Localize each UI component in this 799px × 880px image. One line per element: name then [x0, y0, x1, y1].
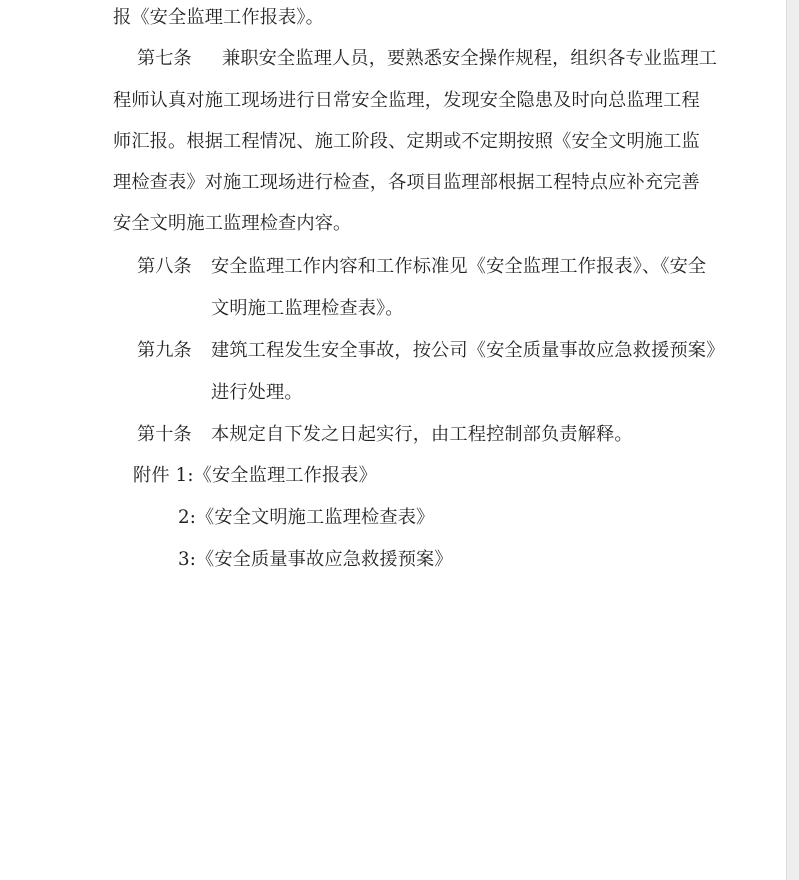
- article-9-line-1: 建筑工程发生安全事故，按公司《安全质量事故应急救援预案》: [211, 340, 725, 361]
- article-8-line-1: 安全监理工作内容和工作标准见《安全监理工作报表》、《安全: [211, 256, 707, 277]
- article-7-line-3: 师汇报。根据工程情况、施工阶段、定期或不定期按照《安全文明施工监: [113, 131, 700, 152]
- article-7-line-5: 安全文明施工监理检查内容。: [113, 213, 352, 234]
- article-number-8: 第八条: [137, 256, 192, 277]
- article-number-10: 第十条: [137, 424, 192, 445]
- article-7-line-1: 兼职安全监理人员，要熟悉安全操作规程，组织各专业监理工: [222, 48, 718, 69]
- viewer-gutter: [787, 0, 799, 880]
- article-10-line-1: 本规定自下发之日起实行，由工程控制部负责解释。: [211, 424, 633, 445]
- article-7-line-2: 程师认真对施工现场进行日常安全监理，发现安全隐患及时向总监理工程: [113, 90, 700, 111]
- article-number-7: 第七条: [137, 48, 192, 69]
- paragraph-line: 报《安全监理工作报表》。: [113, 7, 324, 28]
- article-number-9: 第九条: [137, 340, 192, 361]
- article-8-line-2: 文明施工监理检查表》。: [211, 298, 404, 319]
- attachment-1: 附件 1:《安全监理工作报表》: [133, 465, 377, 486]
- attachment-2: 2:《安全文明施工监理检查表》: [178, 507, 435, 528]
- article-9-line-2: 进行处理。: [211, 382, 303, 403]
- attachment-3: 3:《安全质量事故应急救援预案》: [178, 549, 453, 570]
- article-7-line-4: 理检查表》对施工现场进行检查，各项目监理部根据工程特点应补充完善: [113, 172, 700, 193]
